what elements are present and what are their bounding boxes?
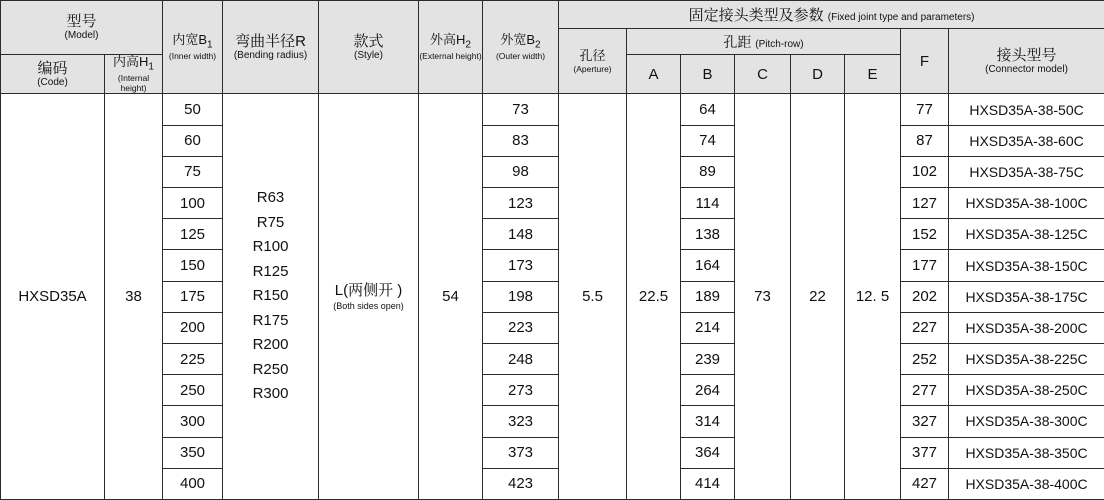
header-pitch-a: A	[627, 55, 681, 94]
cell-outer-width: 248	[483, 343, 559, 374]
cell-outer-width: 323	[483, 406, 559, 437]
cell-connector: HXSD35A-38-150C	[949, 250, 1104, 281]
cell-aperture: 5.5	[559, 94, 627, 500]
cell-pitch-b: 364	[681, 437, 735, 468]
header-pitch-e: E	[845, 55, 901, 94]
header-pitch-row-text: 孔距 (Pitch-row)	[723, 33, 804, 50]
cell-pitch-b: 114	[681, 188, 735, 219]
header-internal-height-en: (Internal height)	[117, 73, 150, 94]
header-outer-width-cn: 外宽$B_2$	[500, 32, 541, 51]
cell-pitch-b: 414	[681, 468, 735, 499]
cell-outer-width: 148	[483, 219, 559, 250]
cell-style	[319, 94, 419, 500]
table-row	[1, 375, 1104, 406]
header-outer-width	[483, 1, 559, 94]
header-style-cn: 款式	[353, 32, 384, 50]
cell-pitch-b: 214	[681, 312, 735, 343]
cell-outer-width: 173	[483, 250, 559, 281]
cell-f: 227	[901, 312, 949, 343]
cell-pitch-b: 239	[681, 343, 735, 374]
radius-value: R150	[252, 287, 289, 305]
cell-f: 277	[901, 375, 949, 406]
header-inner-width-en: (Inner width)	[168, 51, 217, 62]
radius-value: R175	[252, 311, 289, 329]
cell-external-height: 54	[419, 94, 483, 500]
cell-pitch-b: 64	[681, 94, 735, 125]
cell-connector: HXSD35A-38-250C	[949, 375, 1104, 406]
table-row	[1, 219, 1104, 250]
header-internal-height-cn: 内高$H_1$	[113, 54, 154, 73]
cell-inner-width: 250	[163, 375, 223, 406]
header-connector-model	[949, 29, 1104, 94]
cell-f: 427	[901, 468, 949, 499]
radius-value: R200	[252, 336, 289, 354]
radius-value: R250	[252, 360, 289, 378]
table-row	[1, 312, 1104, 343]
cell-f: 87	[901, 125, 949, 156]
header-inner-width-cn: 内宽$B_1$	[172, 32, 213, 51]
cell-pitch-b: 164	[681, 250, 735, 281]
cell-style-en: (Both sides open)	[333, 300, 404, 311]
cell-connector: HXSD35A-38-60C	[949, 125, 1104, 156]
cell-outer-width: 373	[483, 437, 559, 468]
header-pitch-row	[627, 29, 901, 55]
cell-f: 327	[901, 406, 949, 437]
cell-f: 102	[901, 156, 949, 187]
header-code	[1, 55, 105, 94]
cell-pitch-a: 22.5	[627, 94, 681, 500]
cell-f: 177	[901, 250, 949, 281]
radius-value: R75	[256, 213, 285, 231]
cell-inner-width: 50	[163, 94, 223, 125]
header-aperture-en: (Aperture)	[573, 63, 612, 74]
table-body	[1, 94, 1104, 500]
cell-pitch-b: 74	[681, 125, 735, 156]
cell-f: 127	[901, 188, 949, 219]
cell-connector: HXSD35A-38-225C	[949, 343, 1104, 374]
header-code-cn: 编码	[37, 59, 68, 77]
cell-connector: HXSD35A-38-350C	[949, 437, 1104, 468]
cell-connector: HXSD35A-38-100C	[949, 188, 1104, 219]
cell-outer-width: 83	[483, 125, 559, 156]
header-bending-radius	[223, 1, 319, 94]
header-code-en: (Code)	[37, 76, 68, 88]
cell-connector: HXSD35A-38-300C	[949, 406, 1104, 437]
header-internal-height	[105, 55, 163, 94]
table-row	[1, 156, 1104, 187]
header-bending-radius-en: (Bending radius)	[233, 49, 308, 61]
cell-inner-width: 175	[163, 281, 223, 312]
header-external-height-cn: 外高$H_2$	[430, 32, 471, 51]
table-header	[1, 1, 1104, 94]
cell-inner-width: 300	[163, 406, 223, 437]
cell-pitch-b: 264	[681, 375, 735, 406]
radius-value: R125	[252, 262, 289, 280]
cell-outer-width: 73	[483, 94, 559, 125]
cell-outer-width: 123	[483, 188, 559, 219]
cell-f: 202	[901, 281, 949, 312]
cell-outer-width: 273	[483, 375, 559, 406]
header-pitch-d: D	[791, 55, 845, 94]
cell-pitch-b: 314	[681, 406, 735, 437]
cell-outer-width: 98	[483, 156, 559, 187]
table-row	[1, 250, 1104, 281]
cell-inner-width: 75	[163, 156, 223, 187]
table-row	[1, 125, 1104, 156]
header-inner-width	[163, 1, 223, 94]
cell-bending-radius	[223, 94, 319, 500]
table-row	[1, 406, 1104, 437]
radius-value: R300	[252, 385, 289, 403]
cell-pitch-b: 89	[681, 156, 735, 187]
cell-f: 252	[901, 343, 949, 374]
radius-value: R63	[256, 189, 285, 207]
cell-style-cn: L(两侧开 )	[334, 281, 403, 299]
header-pitch-b: B	[681, 55, 735, 94]
header-pitch-c: C	[735, 55, 791, 94]
header-aperture	[559, 29, 627, 94]
cell-pitch-e: 12. 5	[845, 94, 901, 500]
cell-connector: HXSD35A-38-75C	[949, 156, 1104, 187]
header-outer-width-en: (Outer width)	[495, 51, 546, 62]
cell-connector: HXSD35A-38-200C	[949, 312, 1104, 343]
header-external-height	[419, 1, 483, 94]
table-row	[1, 281, 1104, 312]
cell-connector: HXSD35A-38-175C	[949, 281, 1104, 312]
header-joint-group	[559, 1, 1104, 29]
header-model-en: (Model)	[64, 30, 99, 42]
header-external-height-en: (External height)	[419, 51, 482, 62]
cell-code: HXSD35A	[1, 94, 105, 500]
cell-f: 77	[901, 94, 949, 125]
header-model-cn: 型号	[66, 12, 97, 30]
header-bending-radius-cn: 弯曲半径R	[235, 32, 306, 50]
header-connector-model-cn: 接头型号	[996, 46, 1057, 64]
cell-pitch-d: 22	[791, 94, 845, 500]
header-style-en: (Style)	[354, 49, 383, 61]
table-row	[1, 437, 1104, 468]
cell-f: 377	[901, 437, 949, 468]
cell-f: 152	[901, 219, 949, 250]
cell-internal-height: 38	[105, 94, 163, 500]
cell-outer-width: 423	[483, 468, 559, 499]
cell-connector: HXSD35A-38-125C	[949, 219, 1104, 250]
header-model	[1, 1, 163, 55]
cell-inner-width: 350	[163, 437, 223, 468]
cell-inner-width: 100	[163, 188, 223, 219]
cell-connector: HXSD35A-38-50C	[949, 94, 1104, 125]
cell-inner-width: 225	[163, 343, 223, 374]
cell-pitch-b: 138	[681, 219, 735, 250]
cell-inner-width: 200	[163, 312, 223, 343]
table-row	[1, 468, 1104, 499]
cell-pitch-b: 189	[681, 281, 735, 312]
table-row	[1, 343, 1104, 374]
header-connector-model-en: (Connector model)	[985, 63, 1068, 75]
cell-inner-width: 400	[163, 468, 223, 499]
cell-inner-width: 60	[163, 125, 223, 156]
cell-inner-width: 125	[163, 219, 223, 250]
header-aperture-cn: 孔径	[579, 47, 606, 63]
header-f: F	[901, 29, 949, 94]
cell-connector: HXSD35A-38-400C	[949, 468, 1104, 499]
header-joint-group-text: 固定接头类型及参数 (Fixed joint type and parameters)	[688, 7, 975, 24]
table-row	[1, 94, 1104, 125]
radius-value: R100	[252, 238, 289, 256]
cell-inner-width: 150	[163, 250, 223, 281]
header-style	[319, 1, 419, 94]
cell-outer-width: 223	[483, 312, 559, 343]
table-row	[1, 188, 1104, 219]
cell-pitch-c: 73	[735, 94, 791, 500]
cell-outer-width: 198	[483, 281, 559, 312]
